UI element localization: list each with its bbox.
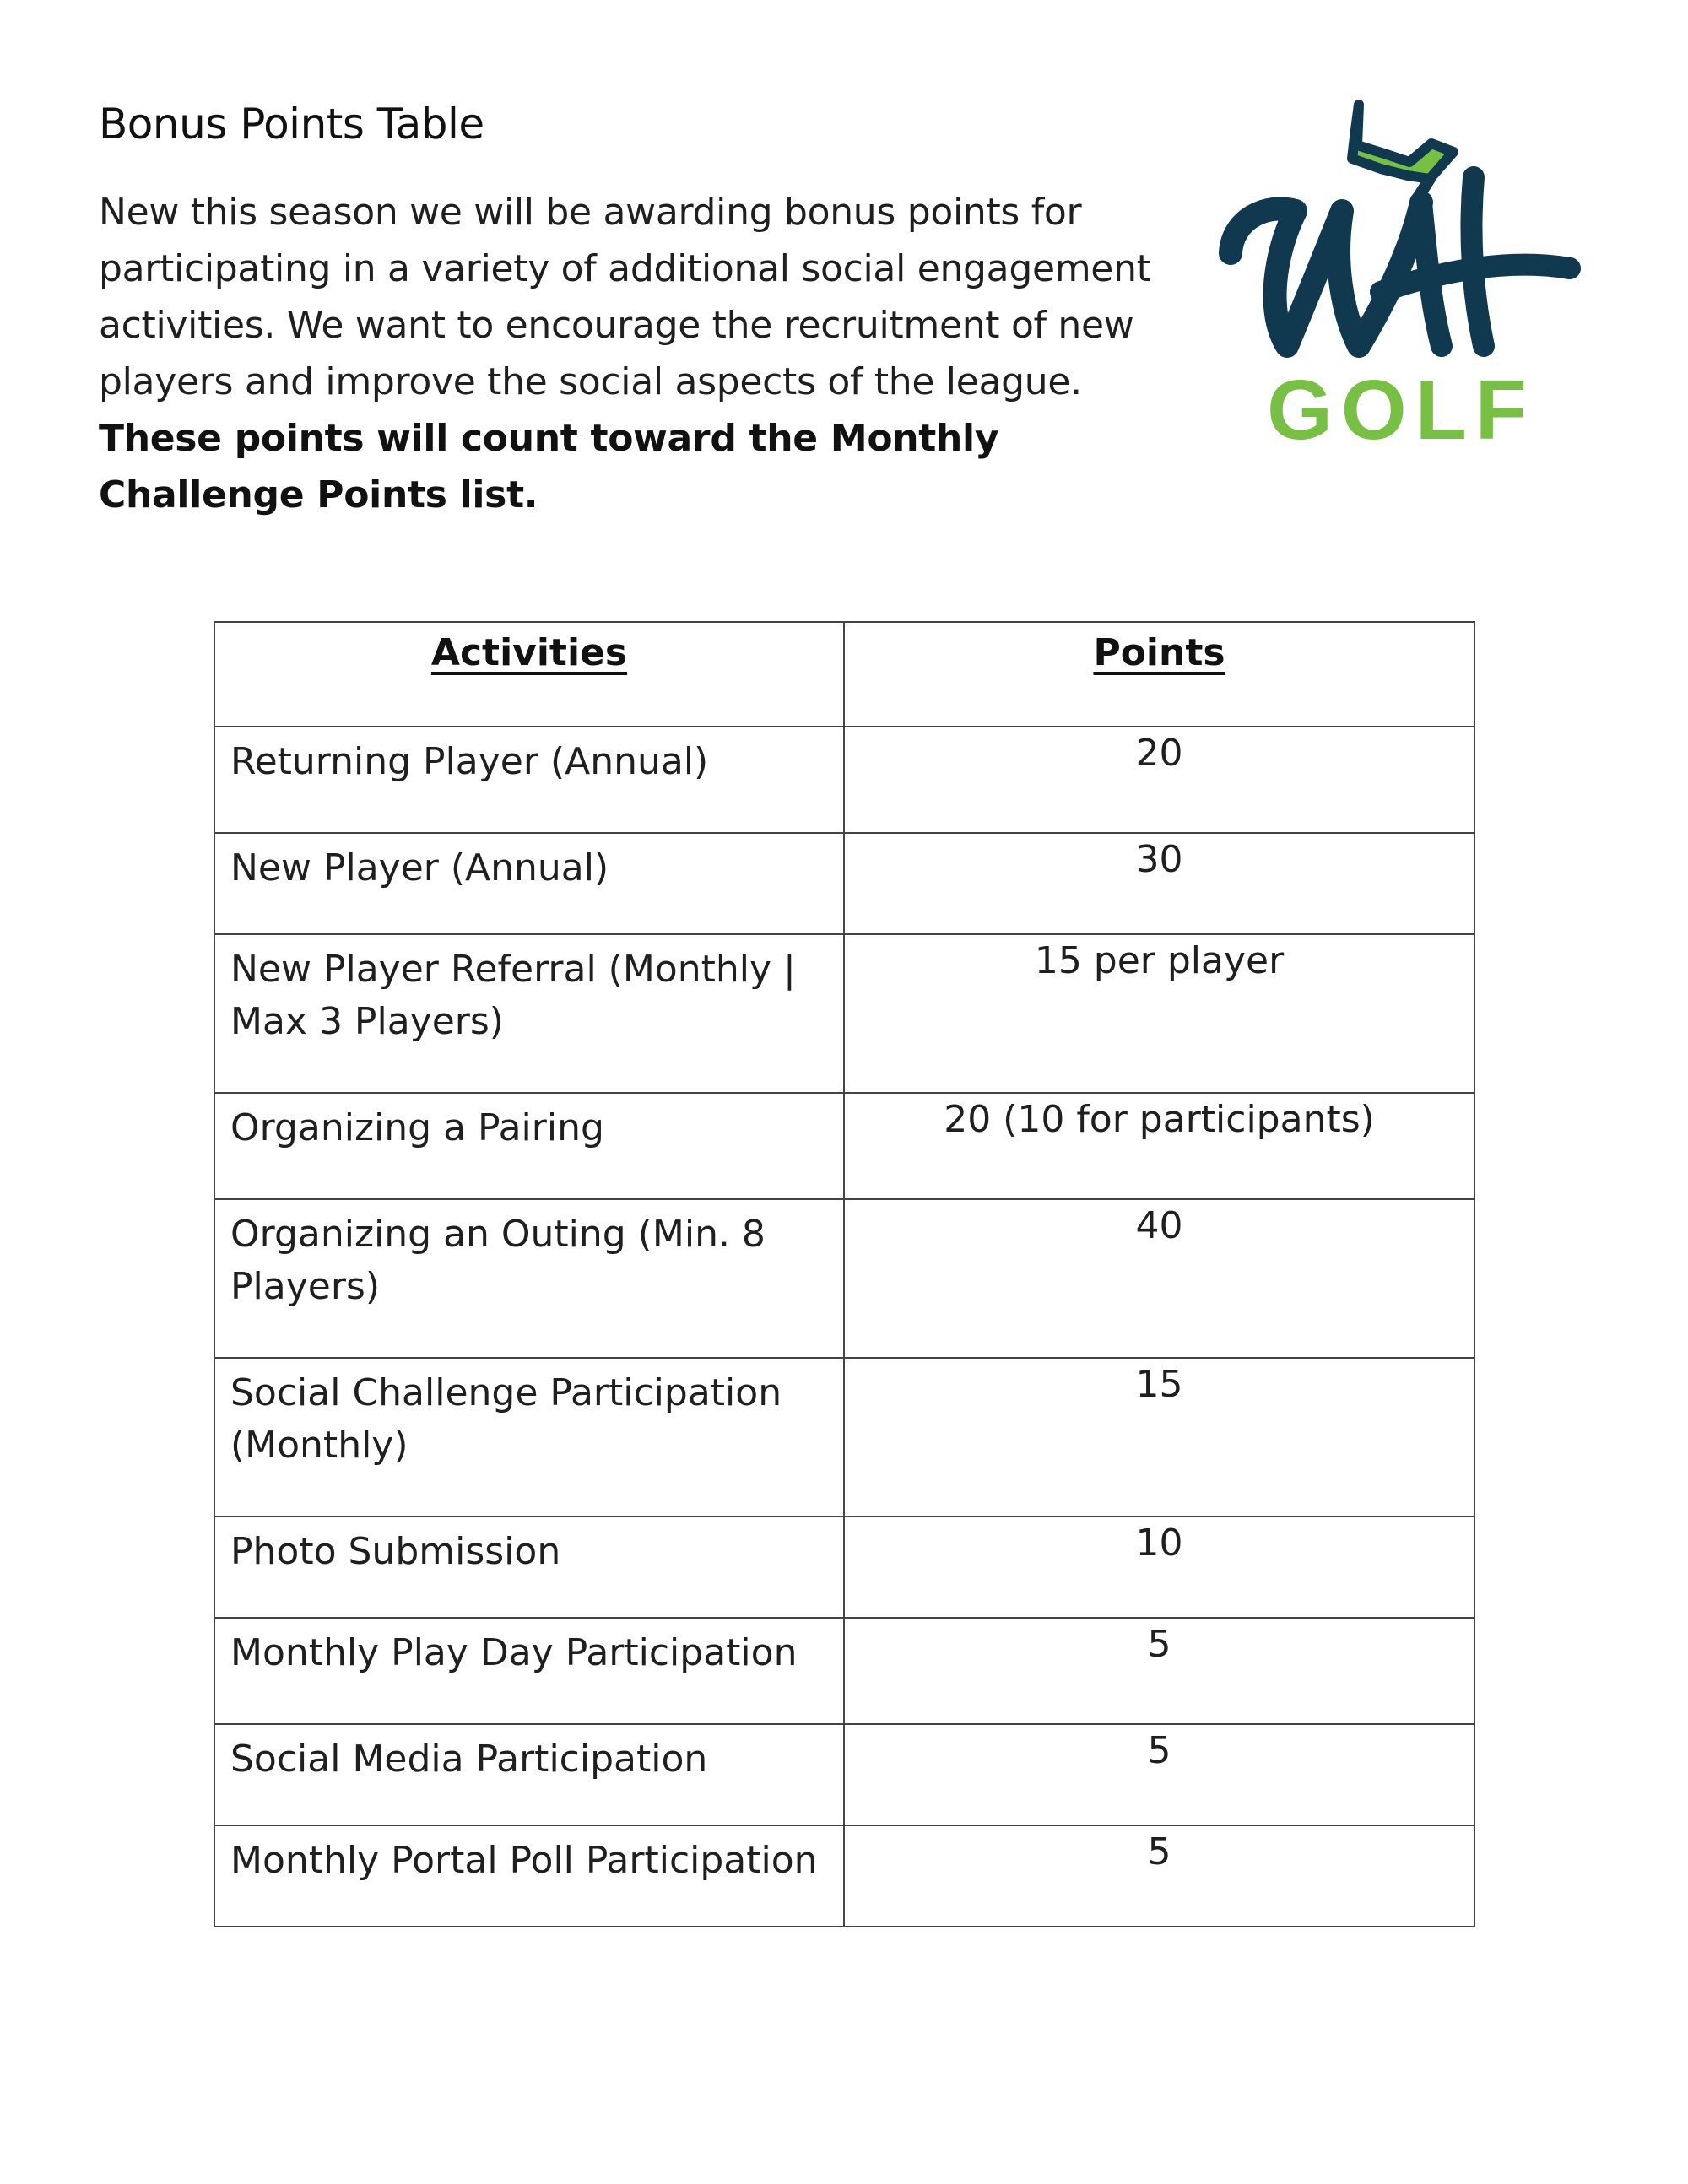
points-cell: 40 bbox=[844, 1199, 1474, 1358]
table-row bbox=[214, 833, 1474, 934]
table-row bbox=[214, 1093, 1474, 1199]
table-header-row bbox=[214, 622, 1474, 727]
points-cell: 10 bbox=[844, 1516, 1474, 1618]
activity-cell: Photo Submission bbox=[214, 1516, 844, 1618]
table-row bbox=[214, 1618, 1474, 1724]
points-cell: 20 (10 for participants) bbox=[844, 1093, 1474, 1199]
table-row bbox=[214, 1199, 1474, 1358]
table-row bbox=[214, 1516, 1474, 1618]
activity-cell: Monthly Play Day Participation bbox=[214, 1618, 844, 1724]
points-cell: 5 bbox=[844, 1618, 1474, 1724]
points-cell: 15 bbox=[844, 1358, 1474, 1516]
table-row bbox=[214, 727, 1474, 833]
points-cell: 5 bbox=[844, 1825, 1474, 1927]
table-row bbox=[214, 1825, 1474, 1927]
intro-paragraph bbox=[99, 184, 1196, 523]
points-cell: 15 per player bbox=[844, 934, 1474, 1093]
activity-cell: Organizing a Pairing bbox=[214, 1093, 844, 1199]
table-row bbox=[214, 1358, 1474, 1516]
flag-shape bbox=[1352, 105, 1453, 179]
activity-cell: Social Challenge Participation (Monthly) bbox=[214, 1358, 844, 1516]
intro-bold-text: These points will count toward the Monthly Challenge Points list. bbox=[99, 417, 999, 516]
wa-golf-logo bbox=[1215, 93, 1587, 456]
table-row bbox=[214, 1724, 1474, 1825]
points-cell: 5 bbox=[844, 1724, 1474, 1825]
table-row bbox=[214, 934, 1474, 1093]
activity-cell: New Player Referral (Monthly | Max 3 Players) bbox=[214, 934, 844, 1093]
monogram-w bbox=[1231, 203, 1421, 346]
activity-cell: Returning Player (Annual) bbox=[214, 727, 844, 833]
logo-golf-text: GOLF bbox=[1267, 363, 1535, 456]
points-cell: 20 bbox=[844, 727, 1474, 833]
intro-text: New this season we will be awarding bonus points for participating in a variety of additional social engagement activities. We want to encourage the recruitment of new players and improve the social aspects of the league. bbox=[99, 191, 1151, 403]
activity-cell: New Player (Annual) bbox=[214, 833, 844, 934]
page-title: Bonus Points Table bbox=[99, 100, 484, 149]
points-cell: 30 bbox=[844, 833, 1474, 934]
activity-cell: Organizing an Outing (Min. 8 Players) bbox=[214, 1199, 844, 1358]
bonus-points-table bbox=[214, 621, 1475, 1927]
column-header-points: Points bbox=[844, 622, 1474, 727]
column-header-activities: Activities bbox=[214, 622, 844, 727]
activity-cell: Social Media Participation bbox=[214, 1724, 844, 1825]
activity-cell: Monthly Portal Poll Participation bbox=[214, 1825, 844, 1927]
